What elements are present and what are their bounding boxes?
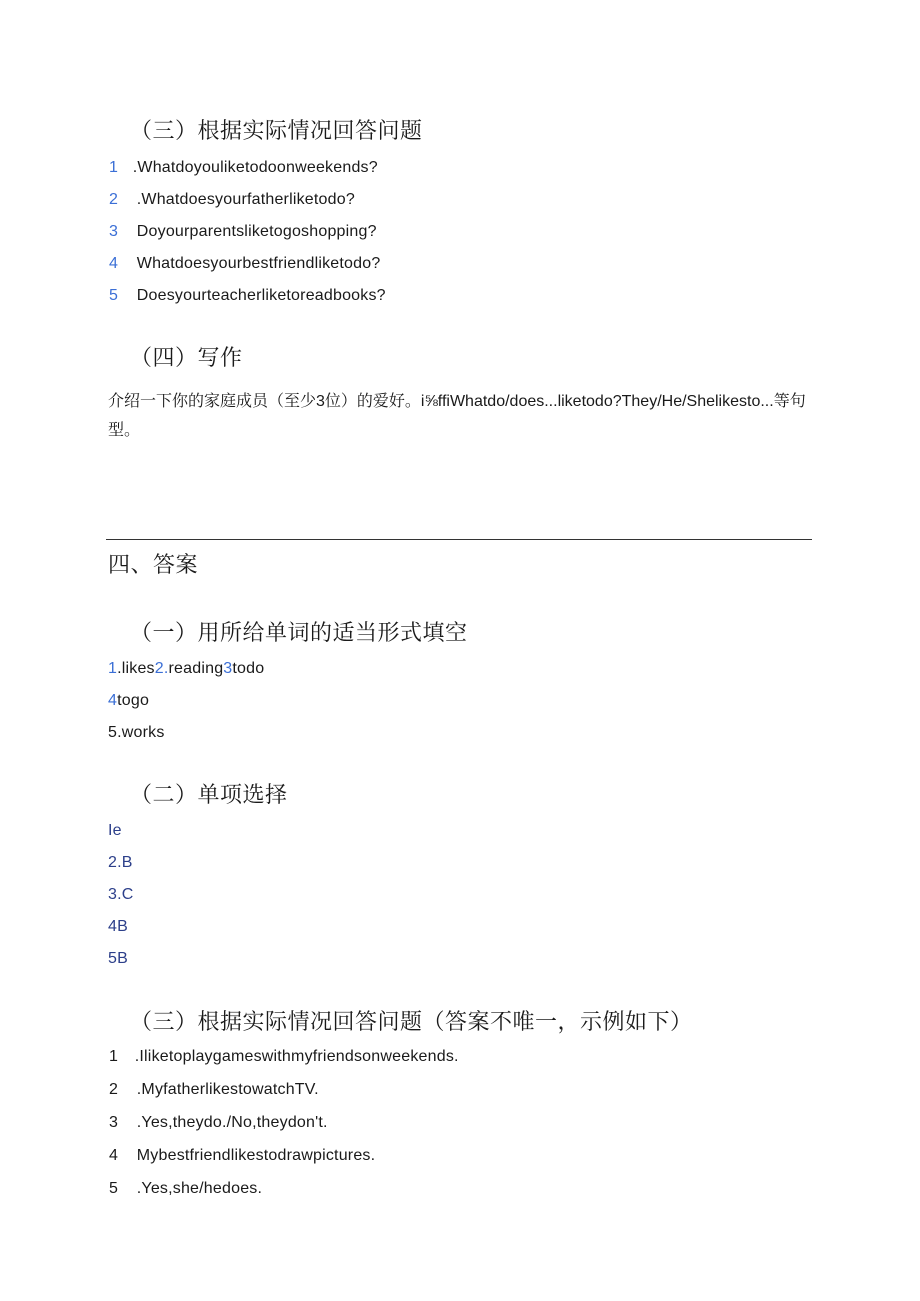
list-item (109, 1048, 459, 1066)
answer-number: 1 (109, 1048, 119, 1065)
section3-heading: （三）根据实际情况回答问题 (130, 118, 423, 143)
question-text: Doesyourteacherliketoreadbooks? (136, 287, 386, 304)
answer-number: 3 (223, 660, 233, 677)
list-item (109, 287, 386, 305)
question-number: 3 (109, 223, 119, 240)
list-item (109, 255, 380, 273)
answers-part1-heading: （一）用所给单词的适当形式填空 (130, 620, 468, 645)
list-item (109, 223, 377, 241)
section-divider (106, 539, 812, 540)
answer-line-2 (108, 692, 149, 710)
answer-line-1 (108, 660, 264, 678)
list-item (109, 1114, 328, 1132)
answer-text: .likes (117, 660, 155, 677)
list-item: 5B (108, 950, 128, 967)
answer-text: Mybestfriendlikestodrawpictures. (136, 1147, 376, 1164)
question-number: 4 (109, 255, 119, 272)
list-item (109, 191, 355, 209)
answer-text: togo (117, 692, 150, 709)
answer-text: todo (232, 660, 265, 677)
answer-number: 3 (109, 1114, 119, 1131)
answer-line-3: 5.works (108, 724, 165, 741)
answer-number: 2. (154, 660, 169, 677)
answer-text: .Yes,theydo./No,theydon't. (136, 1114, 328, 1131)
question-text: .Whatdoesyourfatherliketodo? (136, 191, 355, 208)
question-number: 5 (109, 287, 119, 304)
section4-heading: （四）写作 (130, 345, 243, 370)
list-item: 2.B (108, 854, 133, 871)
answer-text: .Yes,she/hedoes. (136, 1180, 263, 1197)
list-item: 4B (108, 918, 128, 935)
answer-number: 1 (108, 660, 118, 677)
answers-part2-heading: （二）单项选择 (130, 782, 288, 807)
list-item: 3.C (108, 886, 134, 903)
question-text: Whatdoesyourbestfriendliketodo? (136, 255, 381, 272)
list-item (109, 1180, 262, 1198)
question-number: 2 (109, 191, 119, 208)
answer-text: reading (168, 660, 224, 677)
answer-number: 5 (109, 1180, 119, 1197)
answer-number: 4 (109, 1147, 119, 1164)
question-text: .Whatdoyouliketodoonweekends? (132, 159, 378, 176)
list-item (109, 159, 378, 177)
answer-number: 2 (109, 1081, 119, 1098)
list-item (109, 1081, 319, 1099)
question-text: Doyourparentsliketogoshopping? (136, 223, 377, 240)
answer-text: .Iliketoplaygameswithmyfriendsonweekends. (134, 1048, 459, 1065)
list-item (109, 1147, 375, 1165)
question-number: 1 (109, 159, 119, 176)
writing-prompt: 介绍一下你的家庭成员（至少3位）的爱好。i⅝ffiWhatdo/does...liketodo?They/He/Shelikesto...等句型。 (108, 393, 806, 439)
answer-number: 4 (108, 692, 118, 709)
list-item: Ie (108, 822, 122, 839)
answer-text: .MyfatherlikestowatchTV. (136, 1081, 319, 1098)
answers-part3-heading: （三）根据实际情况回答问题（答案不唯一，示例如下） (130, 1009, 693, 1034)
answers-title: 四、答案 (108, 552, 199, 577)
